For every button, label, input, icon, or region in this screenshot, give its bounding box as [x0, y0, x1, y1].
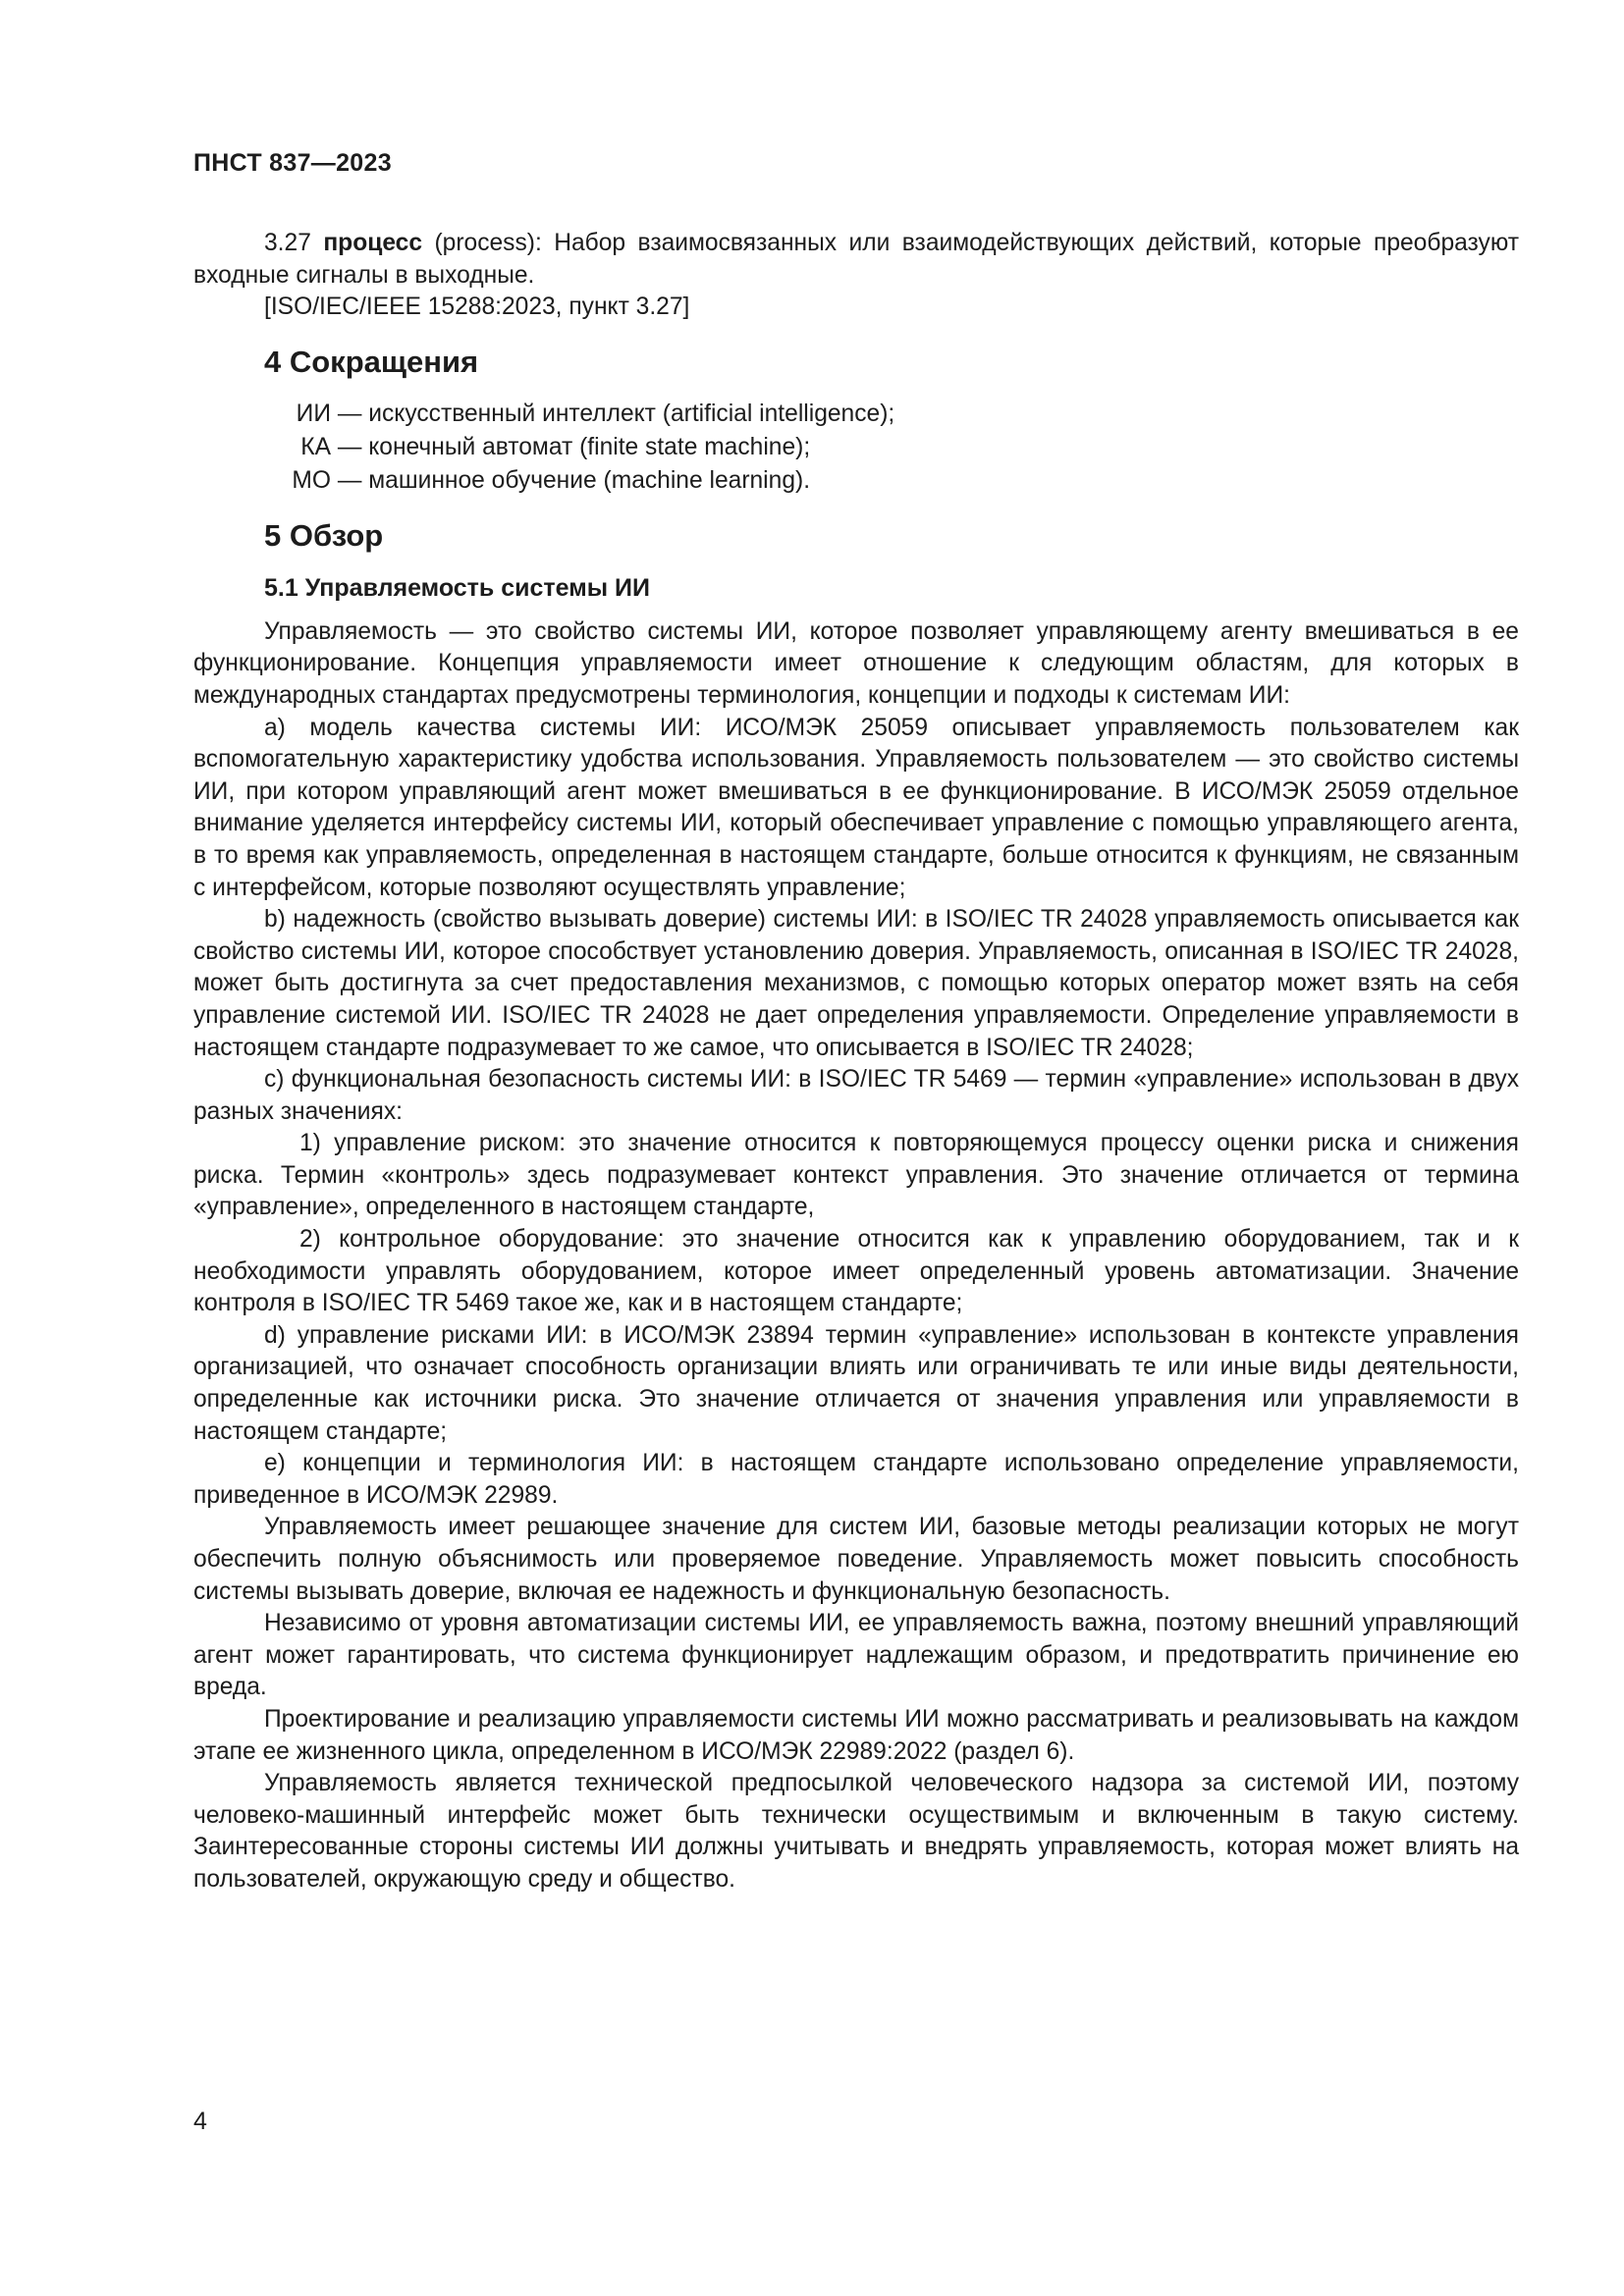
paragraph: Управляемость — это свойство системы ИИ, которое позволяет управляющему агенту вмешиваться в ее функционирование. Концепция управляемости имеет отношение к следующим областям, для которых в международных стандартах предусмотрены терминология, концепции и подходы к системам ИИ:: [193, 617, 1519, 709]
abbreviations-list: [193, 398, 1519, 498]
abbreviation-code: МО: [292, 466, 331, 494]
list-item-c-2: 2) контрольное оборудование: это значение относится как к управлению оборудованием, так и к необходимости управлять оборудованием, которое имеет определенный уровень автоматизации. Значение контроля в ISO/IEC TR 5469 такое же, как и в настоящем стандарте;: [193, 1226, 1519, 1317]
term-number: 3.27: [264, 230, 311, 256]
abbreviation-text: конечный автомат (finite state machine);: [368, 433, 811, 460]
list-item-d: d) управление рисками ИИ: в ИСО/МЭК 23894 термин «управление» использован в контексте управления организацией, что означает способность организации влиять или ограничивать те или иные виды деятельности, определенные как источники риска. Это значение отличается от значения управления или управляемости в настоящем стандарте;: [193, 1321, 1519, 1445]
abbreviation-item: КА — конечный автомат (finite state machine);: [193, 431, 1519, 464]
paragraph: Управляемость является технической предпосылкой человеческого надзора за системой ИИ, поэтому человеко-машинный интерфейс может быть технически осуществимым и включенным в такую систему. Заинтересованные стороны системы ИИ должны учитывать и внедрять управляемость, которая может влиять на пользователей, окружающую среду и общество.: [193, 1770, 1519, 1893]
term-3-27: [193, 228, 1519, 292]
abbreviation-item: МО — машинное обучение (machine learning).: [193, 464, 1519, 498]
document-header: ПНСТ 837—2023: [193, 149, 392, 177]
list-item-c-1: 1) управление риском: это значение относится к повторяющемуся процессу оценки риска и снижения риска. Термин «контроль» здесь подразумевает контекст управления. Это значение отличается от термина «управление», определенного в настоящем стандарте,: [193, 1130, 1519, 1221]
abbreviation-code: ИИ: [296, 400, 331, 427]
list-item-a: a) модель качества системы ИИ: ИСО/МЭК 25059 описывает управляемость пользователем как вспомогательную характеристику удобства использования. Управляемость пользователем — это свойство системы ИИ, при котором управляющий агент может вмешиваться в ее функционирование. В ИСО/МЭК 25059 отдельное внимание уделяется интерфейсу системы ИИ, который обеспечивает управление с помощью управляющего агента, в то время как управляемость, определенная в настоящем стандарте, больше относится к функциям, не связанным с интерфейсом, которые позволяют осуществлять управление;: [193, 714, 1519, 901]
term-source: [ISO/IEC/IEEE 15288:2023, пункт 3.27]: [264, 294, 690, 321]
paragraph: Проектирование и реализацию управляемости системы ИИ можно рассматривать и реализовывать на каждом этапе ее жизненного цикла, определенном в ИСО/МЭК 22989:2022 (раздел 6).: [193, 1705, 1519, 1765]
list-item-e: e) концепции и терминология ИИ: в настоящем стандарте использовано определение управляемости, приведенное в ИСО/МЭК 22989.: [193, 1450, 1519, 1509]
list-item-b: b) надежность (свойство вызывать доверие) системы ИИ: в ISO/IEC TR 24028 управляемость описывается как свойство системы ИИ, которое способствует установлению доверия. Управляемость, описанная в ISO/IEC TR 24028, может быть достигнута за счет предоставления механизмов, с помощью которых оператор может взять на себя управление системой ИИ. ISO/IEC TR 24028 не дает определения управляемости. Определение управляемости в настоящем стандарте подразумевает то же самое, что описывается в ISO/IEC TR 24028;: [193, 906, 1519, 1061]
section-5-title: 5 Обзор: [264, 517, 384, 553]
paragraph: Независимо от уровня автоматизации системы ИИ, ее управляемость важна, поэтому внешний управляющий агент может гарантировать, что система функционирует надлежащим образом, и предотвратить причинение ею вреда.: [193, 1610, 1519, 1701]
abbreviation-text: искусственный интеллект (artificial intelligence);: [368, 400, 895, 427]
abbreviation-code: КА: [300, 433, 331, 460]
page-number: 4: [193, 2108, 207, 2135]
subsection-5-1-title: 5.1 Управляемость системы ИИ: [264, 573, 650, 602]
abbreviation-text: машинное обучение (machine learning).: [368, 466, 811, 494]
abbreviation-item: ИИ — искусственный интеллект (artificial intelligence);: [193, 398, 1519, 431]
term-definition: (process): Набор взаимосвязанных или взаимодействующих действий, которые преобразуют входные сигналы в выходные.: [193, 230, 1519, 289]
list-item-c: c) функциональная безопасность системы ИИ: в ISO/IEC TR 5469 — термин «управление» использован в двух разных значениях:: [193, 1066, 1519, 1125]
paragraph: Управляемость имеет решающее значение для систем ИИ, базовые методы реализации которых не могут обеспечить полную объяснимость или проверяемое поведение. Управляемость может повысить способность системы вызывать доверие, включая ее надежность и функциональную безопасность.: [193, 1514, 1519, 1605]
section-4-title: 4 Сокращения: [264, 344, 479, 379]
page-content: [193, 228, 1519, 1896]
term-name: процесс: [323, 230, 423, 256]
